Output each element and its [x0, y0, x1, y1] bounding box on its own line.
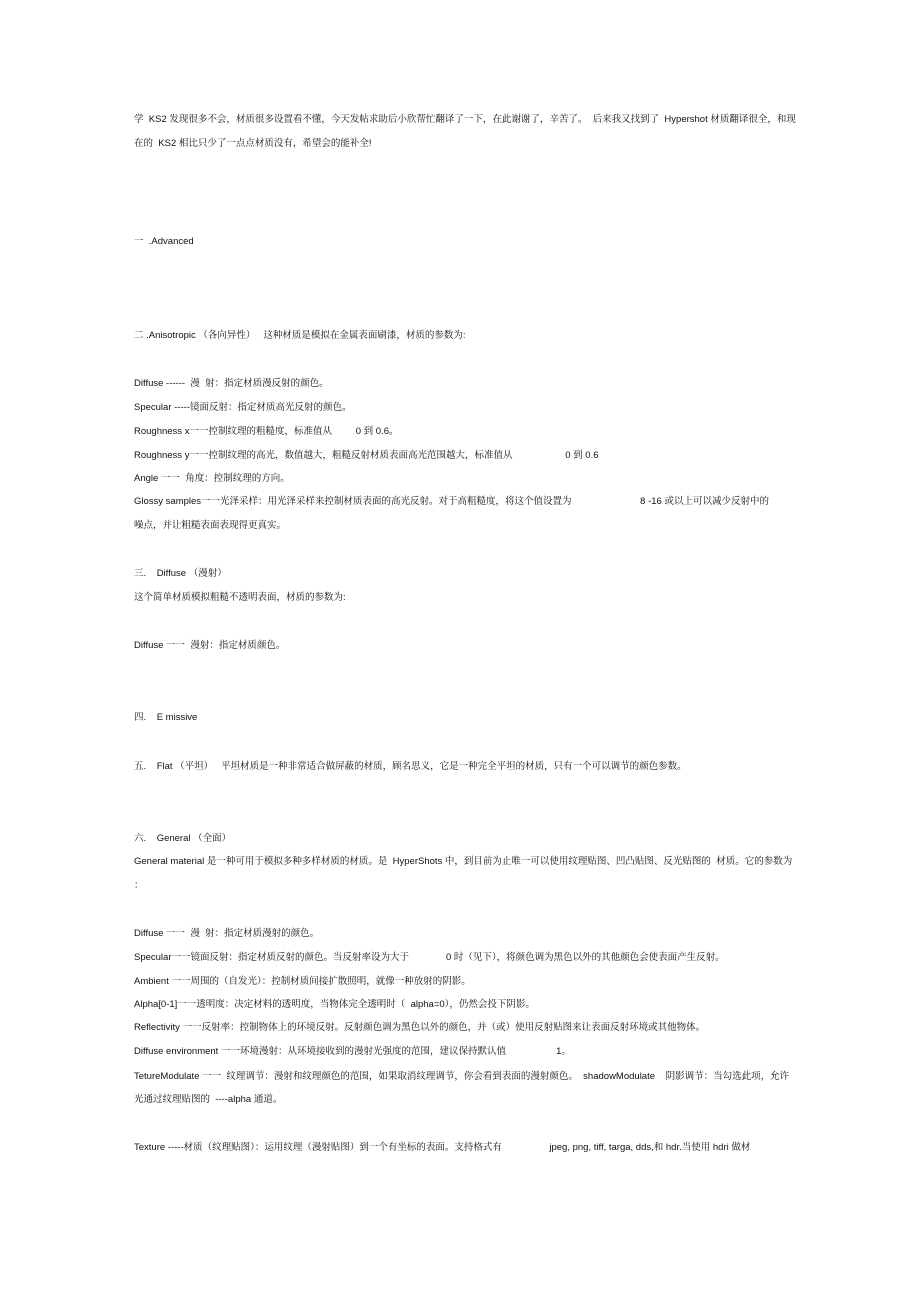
param-line: 噪点，并让粗糙表面表现得更真实。 — [134, 520, 287, 531]
section-heading: 二 .Anisotropic （各向异性） 这种材质是模拟在金属表面刷漆，材质的参数为: — [134, 330, 466, 341]
param-line: Reflectivity 一一反射率：控制物体上的环境反射。反射颜色调为黑色以外的颜色，并（或）使用反射贴图来让表面反射环境或其他物体。 — [134, 1022, 706, 1033]
section-heading: 四. E missive — [134, 712, 198, 723]
param-line: Angle 一一 角度：控制纹理的方向。 — [134, 473, 290, 484]
param-line: 光通过纹理贴图的 ----alpha 通道。 — [134, 1094, 283, 1105]
intro-line: 学 KS2 发现很多不会，材质很多设置看不懂，今天发帖求助后小欣帮忙翻译了一下，在此谢谢了，辛苦了。 后来我又找到了 Hypershot 材质翻译很全，和现 — [134, 114, 796, 125]
section-heading: 一 .Advanced — [134, 236, 194, 247]
param-line: Roughness x一一控制纹理的粗糙度，标准值从 0 到 0.6。 — [134, 426, 399, 437]
param-line: Specular一一镜面反射：指定材质反射的颜色。当反射率设为大于 0 时（见下），将颜色调为黑色以外的其他颜色会使表面产生反射。 — [134, 952, 725, 963]
paragraph: 这个简单材质模拟粗糙不透明表面，材质的参数为: — [134, 592, 346, 603]
section-heading: 五. Flat （平坦） 平坦材质是一种非常适合做屏蔽的材质，顾名思义，它是一种完全平坦的材质，只有一个可以调节的颜色参数。 — [134, 761, 687, 772]
paragraph: ： — [134, 880, 144, 891]
paragraph: General material 是一种可用于模拟多种多样材质的材质。是 HyperShots 中，到目前为止唯一可以使用纹理贴图、凹凸贴图、反光贴图的 材质。它的参数为 — [134, 856, 793, 867]
intro-line: 在的 KS2 相比只少了一点点材质没有，希望会的能补全! — [134, 138, 372, 149]
param-line: Diffuse 一一 漫 射：指定材质漫射的颜色。 — [134, 928, 320, 939]
param-line: Diffuse environment 一一环境漫射：从环境接收到的漫射光强度的范围，建议保持默认值 1。 — [134, 1046, 571, 1057]
section-heading: 六. General （全面） — [134, 833, 232, 844]
param-line: TetureModulate 一一 纹理调节：漫射和纹理颜色的范围，如果取消纹理调节，你会看到表面的漫射颜色。 shadowModulate 阴影调节：当勾选此项，允许 — [134, 1071, 790, 1082]
param-line: Alpha[0-1]一一透明度：决定材料的透明度，当物体完全透明时（ alpha=0），仍然会投下阴影。 — [134, 999, 535, 1010]
param-line: Texture -----材质（纹理贴图）：运用纹理（漫射贴图）到一个有坐标的表面。支持格式有 jpeg, png, tiff, targa, dds,和 hdr.当使用 hdri 做材 — [134, 1142, 751, 1153]
param-line: Ambient 一一周围的（自发光）：控制材质间接扩散照明，就像一种放射的阴影。 — [134, 976, 471, 987]
param-line: Roughness y一一控制纹理的高光，数值越大，粗糙反射材质表面高光范围越大，标准值从 0 到 0.6 — [134, 450, 599, 461]
section-heading: 三. Diffuse （漫射） — [134, 568, 227, 579]
param-line: Diffuse 一一 漫射：指定材质颜色。 — [134, 640, 286, 651]
param-line: Specular -----镜面反射：指定材质高光反射的颜色。 — [134, 402, 352, 413]
param-line: Diffuse ------ 漫 射：指定材质漫反射的颜色。 — [134, 378, 329, 389]
param-line: Glossy samples一一光泽采样：用光泽采样来控制材质表面的高光反射。对于高粗糙度，将这个值设置为 8 -16 或以上可以减少反射中的 — [134, 496, 769, 507]
